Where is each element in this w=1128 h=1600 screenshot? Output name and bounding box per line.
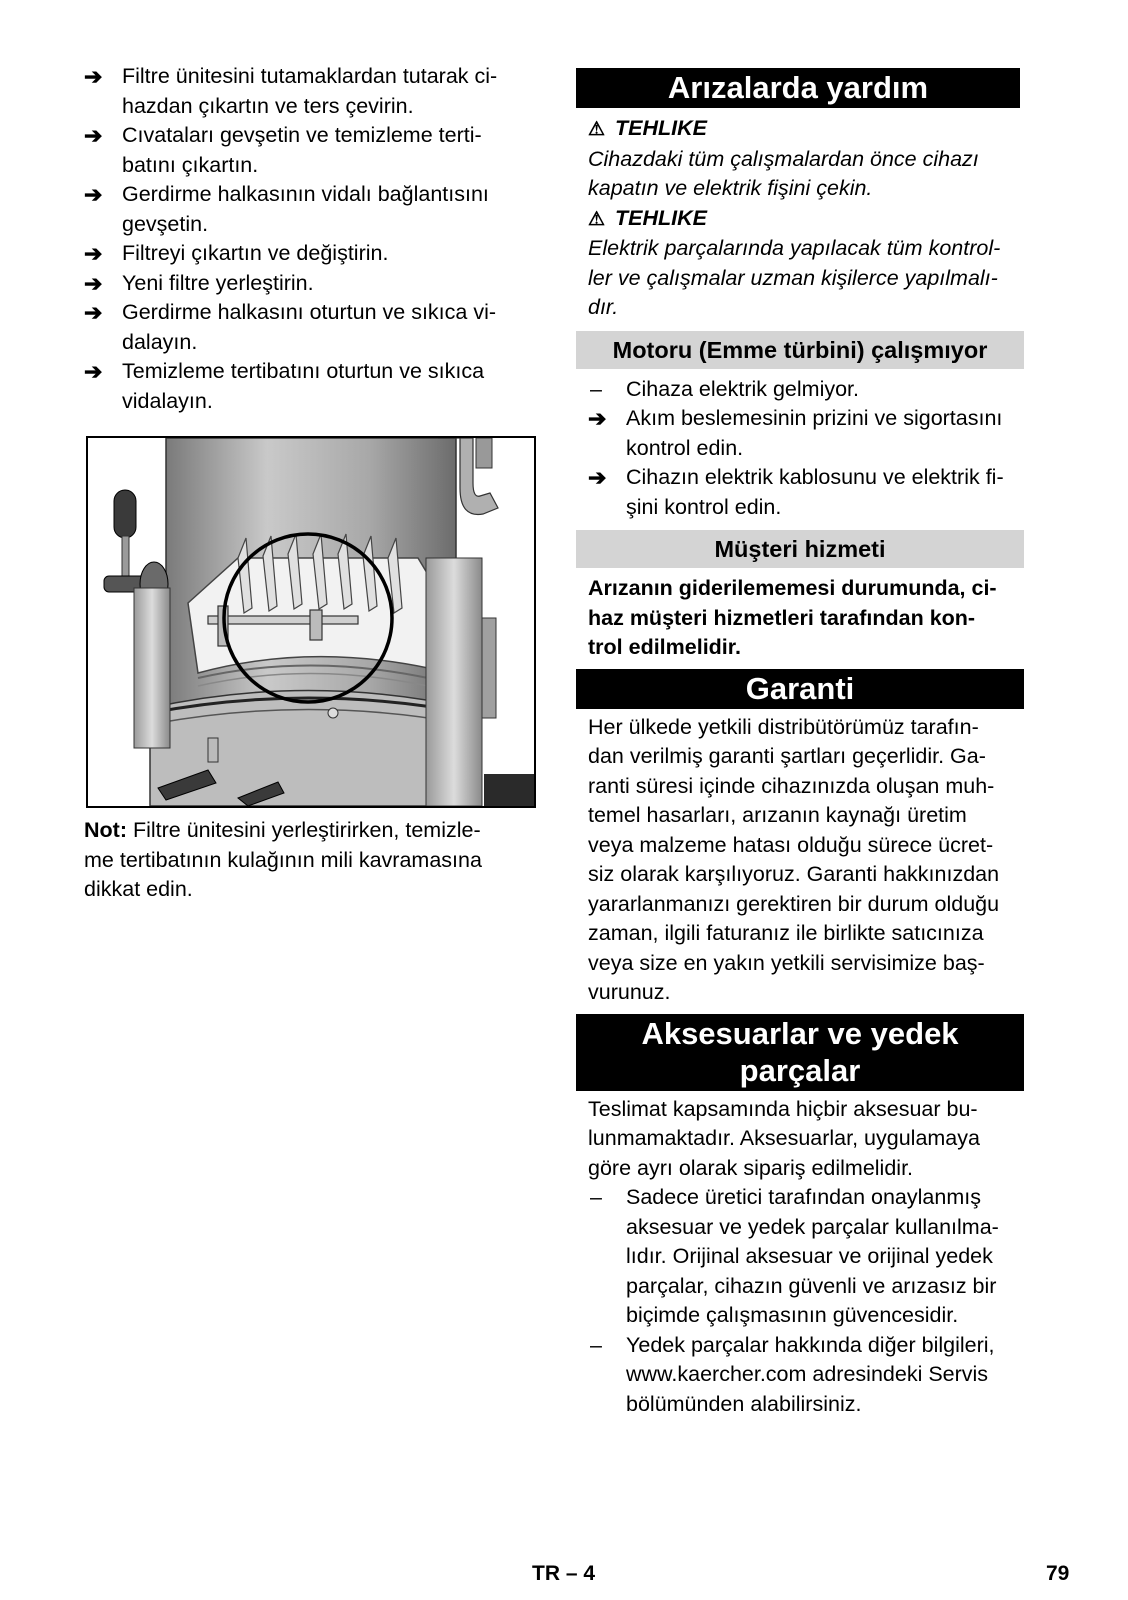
arrow-icon: ➔ [588,465,607,490]
right-column [588,68,1050,1419]
step-text: Temizleme tertibatını oturtun ve sıkıca vidalayın. [122,359,485,413]
step-text: Cihazın elektrik kablosunu ve elektrik fi- şini kontrol edin. [626,465,1004,519]
warning-triangle-icon: ⚠ [588,208,606,230]
step-text: Filtre ünitesini tutamaklardan tutarak ci- hazdan çıkartın ve ters çevirin. [122,64,498,118]
filter-unit-drawing [88,438,534,806]
step-text: Akım beslemesinin prizini ve sigortasını kontrol edin. [626,406,1003,460]
warranty-text: Her ülkede yetkili distribütörümüz tarafın- dan verilmiş garanti şartları geçerlidir. Ga- ranti süresi içinde cihazınızda oluşan muh- temel hasarları, arızanın kaynağı üretim veya malzeme hatası olduğu sürece ücret- siz olarak karşılıyoruz. Garanti hakkınızdan yararlanmanızı gerektiren bir durum olduğu zaman, ilgili faturanız ile birlikte satıcınıza veya size en yakın yetkili servisimize baş- vurunuz. [588,714,1000,1004]
step-item [84,298,536,357]
accessories-item [588,1183,1050,1331]
step-text: Gerdirme halkasının vidalı bağlantısını gevşetin. [122,182,489,236]
step-text: Yeni filtre yerleştirin. [122,270,314,295]
section-heading-troubleshooting: Arızalarda yardım [576,68,1020,108]
step-item [84,269,536,299]
subsection-heading-motor: Motoru (Emme türbini) çalışmıyor [576,331,1024,369]
arrow-icon: ➔ [84,359,103,384]
footer-page-number: 79 [1046,1562,1070,1585]
filter-unit-illustration [86,436,536,808]
accessories-item-text: Yedek parçalar hakkında diğer bilgileri, www.kaercher.com adresindeki Servis bölümünden alabilirsiniz. [626,1332,995,1416]
danger-heading [588,204,1050,235]
arrow-icon: ➔ [84,182,103,207]
arrow-icon: ➔ [84,241,103,266]
accessories-text: Teslimat kapsamında hiçbir aksesuar bu- lunmamaktadır. Aksesuarlar, uygulamaya göre ayrı olarak sipariş edilmelidir. [588,1096,980,1180]
arrow-icon: ➔ [84,300,103,325]
footer-language-page: TR – 4 [532,1562,596,1585]
step-text: Filtreyi çıkartın ve değiştirin. [122,241,389,265]
dash-bullet: – [590,376,602,401]
subsection-heading-customer-service: Müşteri hizmeti [576,530,1024,568]
step-text: Gerdirme halkasını oturtun ve sıkıca vi- dalayın. [122,300,497,354]
step-item [84,62,536,121]
note-label: Not: [84,818,127,842]
step-item [84,180,536,239]
section-heading-warranty: Garanti [576,669,1024,709]
danger-heading [588,114,1050,145]
note-text: Filtre ünitesini yerleştirirken, temizle- me tertibatının kulağının mili kavramasına dikkat edin. [84,818,482,901]
section-heading-accessories: Aksesuarlar ve yedek parçalar [576,1014,1024,1091]
cause-item [588,375,1050,405]
warning-triangle-icon: ⚠ [588,119,606,140]
accessories-item-text: Sadece üretici tarafından onaylanmış aksesuar ve yedek parçalar kullanılma- lıdır. Orijinal aksesuar ve orijinal yedek parçalar, cihazın güvenli ve arızasız bir biçimde çalışmasının güvencesidir. [626,1185,999,1327]
arrow-icon: ➔ [84,64,103,89]
arrow-icon: ➔ [84,123,103,148]
danger-label: TEHLIKE [615,116,708,140]
accessories-item [588,1331,1050,1420]
step-item [84,121,536,180]
step-item [84,239,536,269]
cause-text: Cihaza elektrik gelmiyor. [626,376,860,401]
customer-service-text: Arızanın giderilememesi durumunda, ci- haz müşteri hizmetleri tarafından kon- trol edilmelidir. [588,576,997,659]
step-item [588,404,1050,463]
dash-bullet: – [590,1185,602,1209]
arrow-icon: ➔ [588,406,607,431]
danger-label: TEHLIKE [615,205,708,230]
danger-text: Cihazdaki tüm çalışmalardan önce cihazı kapatın ve elektrik fişini çekin. [588,146,979,200]
dash-bullet: – [590,1332,602,1357]
step-item [84,357,536,416]
danger-text: Elektrik parçalarında yapılacak tüm kontrol- ler ve çalışmalar uzman kişilerce yapılmalı- dır. [588,236,1001,319]
left-column [84,62,536,416]
step-item [588,463,1050,522]
step-text: Cıvataları gevşetin ve temizleme terti- batını çıkartın. [122,123,482,177]
arrow-icon: ➔ [84,270,103,296]
note-paragraph [84,816,540,905]
